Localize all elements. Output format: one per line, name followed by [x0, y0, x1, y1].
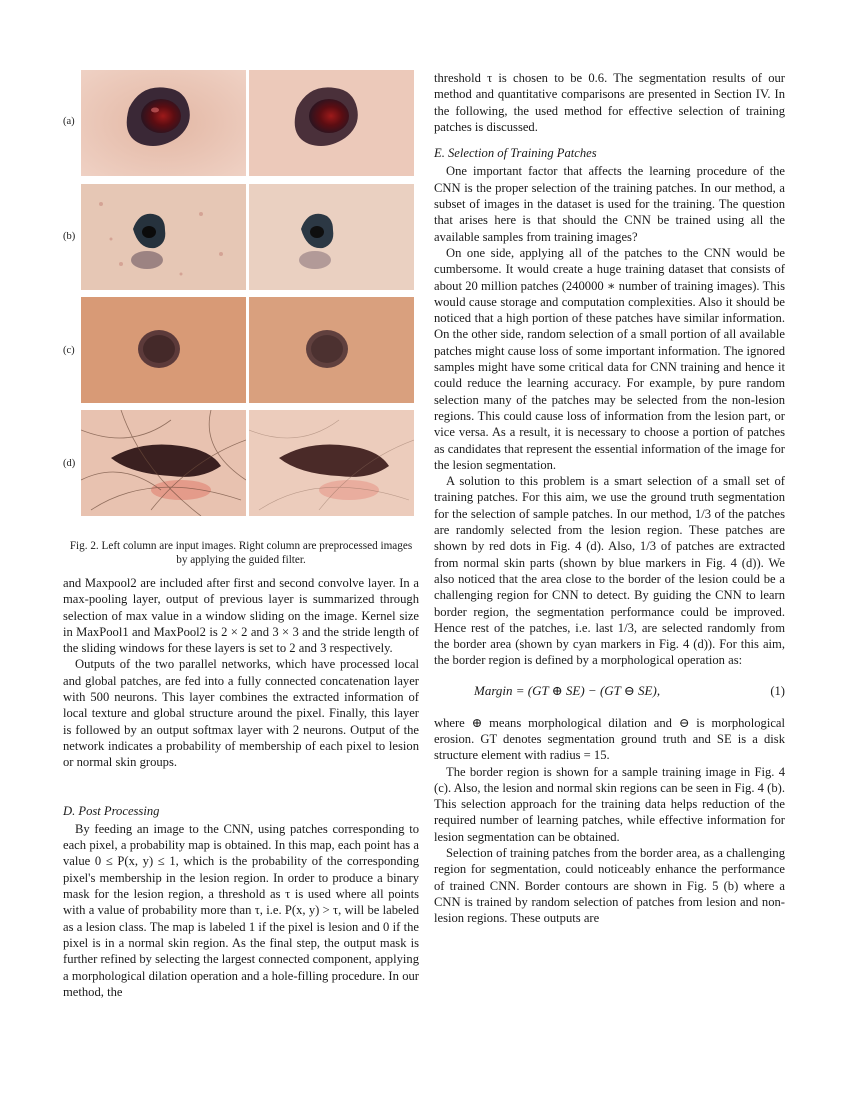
image-b-input: [81, 184, 246, 290]
section-heading-d: D. Post Processing: [63, 803, 160, 818]
paragraph: Selection of training patches from the border area, as a challenging region for segmentation, could noticeably enhance the performance of trained CNN. Border contours are shown in Fig. 5 (b) where a CNN is trained by random selection of patches from lesion and non-lesion regions. These outputs are: [434, 846, 785, 926]
paragraph: On one side, applying all of the patches to the CNN would be cumbersome. It would create a huge training dataset that consists of about 20 million patches (240000 ∗ number of training images). This would cause storage and computation complexities. Also it should be noticed that a high portion of these patches have similar information. On the other side, random selection of a small portion of all available patches might cause loss of some important information. The ignored samples might have some critical data for CNN training and hence it could reduce the learning accuracy. For example, by pure random selection many of the patches may be selected from the non-lesion regions. This could cause loss of information from the lesion part, or vice versa. As a result, it is necessary to choose a portion of patches as candidates that represent the essential information of the image for the lesion segmentation.: [434, 245, 785, 472]
image-d-filtered: [249, 410, 414, 516]
paragraph: The border region is shown for a sample training image in Fig. 4 (c). Also, the lesion and normal skin regions can be seen in Fig. 4 (b). This selection approach for the training data helps reduction of the required number of learning patches, while effective information for lesion segmentation can be obtained.: [434, 764, 785, 844]
paragraph: where ⊕ means morphological dilation and ⊖ is morphological erosion. GT denotes segmentation ground truth and SE is a disk structure element with radius = 15.: [434, 715, 785, 763]
image-b-filtered: [249, 184, 414, 290]
figure-2: [63, 68, 419, 528]
equation-formula: Margin = (GT ⊕ SE) − (GT ⊖ SE),: [474, 682, 661, 698]
equation-1: [434, 677, 785, 709]
image-c-input: [81, 297, 246, 403]
equation-number: (1): [770, 683, 785, 698]
paragraph: Outputs of the two parallel networks, which have processed local and global patches, are fed into a fully connected concatenation layer with 500 neurons. This layer combines the extracted information of local texture and global structure around the pixel. Finally, this layer is followed by an output softmax layer with 2 neurons. Output of the network indicates a probability of membership of each pixel to lesion or normal skin groups.: [63, 657, 419, 770]
image-a-input: [81, 70, 246, 176]
row-label-d: (d): [63, 458, 76, 469]
paragraph: threshold τ is chosen to be 0.6. The segmentation results of our method and quantitative comparisons are presented in Section IV. In the following, the used method for effective selection of training patches is discussed.: [434, 71, 785, 134]
section-heading-e: E. Selection of Training Patches: [434, 146, 597, 161]
paragraph: and Maxpool2 are included after first and second convolve layer. In a max-pooling layer, output of previous layer is summarized through selection of max value in a window sliding on the image. Kernel size in MaxPool1 and MaxPool2 is 2 × 2 and 3 × 3 and the stride length of the sliding windows for these layers is set to 2 and 3 respectively.: [63, 576, 419, 656]
left-column: [63, 575, 419, 1000]
paragraph: A solution to this problem is a smart selection of a small set of training patches. For this aim, we use the ground truth segmentation for the selection of sample patches. In our method, 1/3 of the patches are randomly selected from the lesion region. These patches are shown by red dots in Fig. 4 (d). Also, 1/3 of patches are extracted from normal skin parts (shown by blue markers in Fig. 4 (d)). We also noticed that the area close to the border of the lesion could be a challenging region for CNN to detect. By guiding the CNN to learn border region, the segmentation performance could be improved. Hence rest of the patches, i.e. last 1/3, are selected randomly from the border area (shown by cyan markers in Fig. 4 (d)). For this aim, the border region is defined by a morphological operation as:: [434, 474, 785, 668]
figure-caption: Fig. 2. Left column are input images. Right column are preprocessed images by applying the guided filter.: [69, 540, 413, 566]
paragraph: One important factor that affects the learning procedure of the CNN is the proper selection of the training patches. In our method, a subset of images in the dataset is used for the training. The question that arises here is that should the CNN be trained using all the available samples from training images?: [434, 164, 785, 244]
image-d-input: [81, 410, 246, 516]
right-column: [434, 70, 785, 927]
paragraph: By feeding an image to the CNN, using patches corresponding to each pixel, a probability map is obtained. In this map, each point has a value 0 ≤ P(x, y) ≤ 1, which is the probability of the corresponding pixel's membership in the lesion region. In order to produce a binary mask for the lesion region, a threshold as τ is used where all points with a value of probability more than τ, i.e. P(x, y) > τ, will be labeled as a lesion class. The map is labeled 1 if the pixel is lesion and 0 if the pixel is in a normal skin region. As the final step, the output mask is further refined by selecting the largest connected component, applying a morphological dilation operation and a hole-filling procedure. In our method, the: [63, 821, 419, 999]
image-c-filtered: [249, 297, 414, 403]
row-label-c: (c): [63, 345, 75, 356]
row-label-b: (b): [63, 231, 76, 242]
image-a-filtered: [249, 70, 414, 176]
row-label-a: (a): [63, 116, 75, 127]
